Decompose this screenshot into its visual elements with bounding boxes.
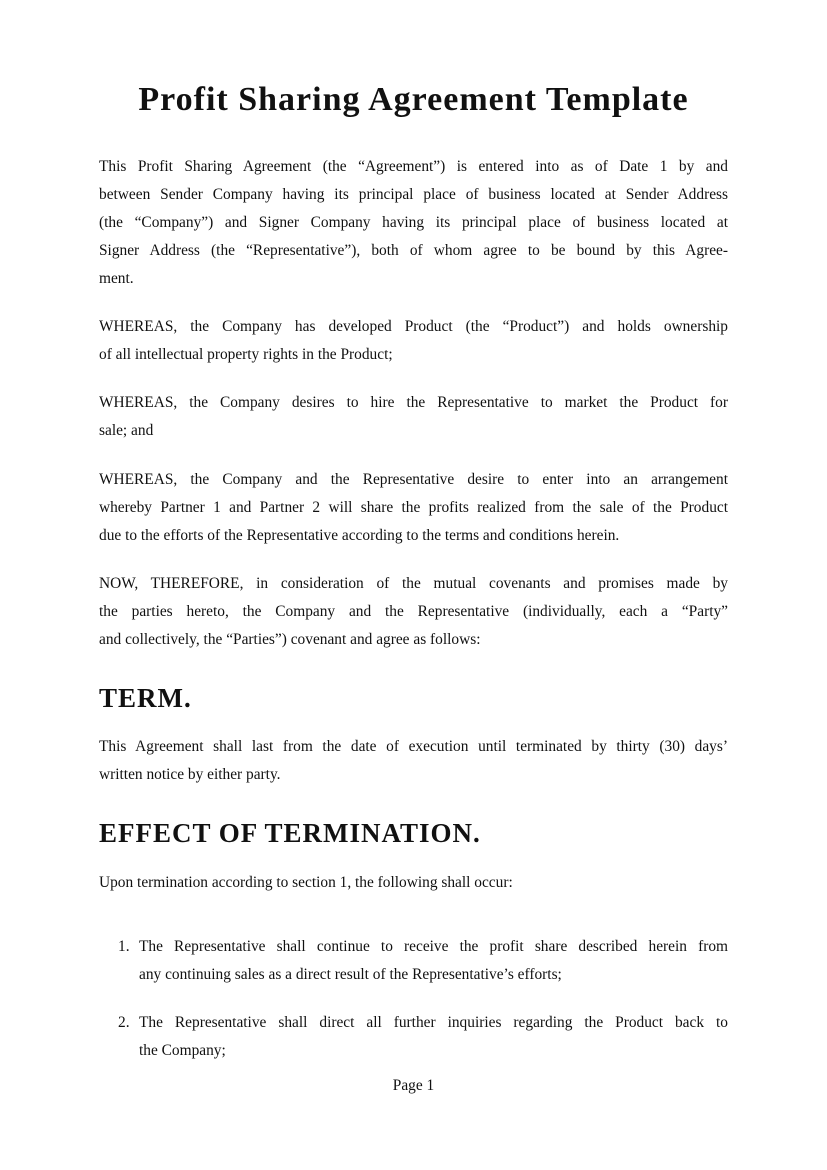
termination-effects-list	[99, 933, 728, 1065]
now-therefore-paragraph	[99, 570, 728, 654]
whereas-paragraph-1	[99, 313, 728, 369]
now-therefore-line: and collectively, the “Parties”) covenant and agree as follows:	[99, 631, 481, 648]
list-item-number: 1.	[118, 938, 130, 955]
whereas-paragraph-2	[99, 389, 728, 445]
section-heading-term: TERM.	[99, 683, 192, 713]
list-item-line: the Company;	[139, 1042, 226, 1059]
intro-line: between Sender Company having its principal place of business located at Sender Address	[99, 186, 728, 203]
intro-paragraph	[99, 153, 728, 293]
effect-intro-line: Upon termination according to section 1, the following shall occur:	[99, 874, 513, 891]
intro-line: Signer Address (the “Representative”), both of whom agree to be bound by this Agree-	[99, 242, 728, 259]
list-item	[99, 1009, 728, 1065]
whereas-paragraph-3	[99, 466, 728, 550]
whereas-line: sale; and	[99, 422, 154, 439]
list-item-number: 2.	[118, 1014, 130, 1031]
now-therefore-line: the parties hereto, the Company and the Representative (individually, each a “Party”	[99, 603, 728, 620]
now-therefore-line: NOW, THEREFORE, in consideration of the mutual covenants and promises made by	[99, 575, 728, 592]
term-line: This Agreement shall last from the date of execution until terminated by thirty (30) days’	[99, 738, 728, 755]
whereas-line: whereby Partner 1 and Partner 2 will share the profits realized from the sale of the Product	[99, 499, 728, 516]
whereas-line: of all intellectual property rights in the Product;	[99, 346, 393, 363]
whereas-line: WHEREAS, the Company has developed Product (the “Product”) and holds ownership	[99, 318, 728, 335]
page-number: Page 1	[392, 1077, 435, 1094]
section-heading-effect-of-termination: EFFECT OF TERMINATION.	[99, 818, 481, 848]
whereas-line: due to the efforts of the Representative according to the terms and conditions herein.	[99, 527, 620, 544]
intro-line: This Profit Sharing Agreement (the “Agreement”) is entered into as of Date 1 by and	[99, 158, 728, 175]
list-item-line: any continuing sales as a direct result of the Representative’s efforts;	[139, 966, 562, 983]
intro-line: (the “Company”) and Signer Company having its principal place of business located at	[99, 214, 728, 231]
whereas-line: WHEREAS, the Company and the Representative desire to enter into an arrangement	[99, 471, 728, 488]
document-title: Profit Sharing Agreement Template	[138, 81, 689, 118]
intro-line: ment.	[99, 270, 134, 287]
term-line: written notice by either party.	[99, 766, 281, 783]
term-paragraph	[99, 733, 728, 789]
list-item	[99, 933, 728, 989]
list-item-line: The Representative shall continue to receive the profit share described herein from	[139, 938, 728, 955]
whereas-line: WHEREAS, the Company desires to hire the Representative to market the Product for	[99, 394, 728, 411]
effect-intro-paragraph	[99, 869, 728, 897]
list-item-line: The Representative shall direct all further inquiries regarding the Product back to	[139, 1014, 728, 1031]
